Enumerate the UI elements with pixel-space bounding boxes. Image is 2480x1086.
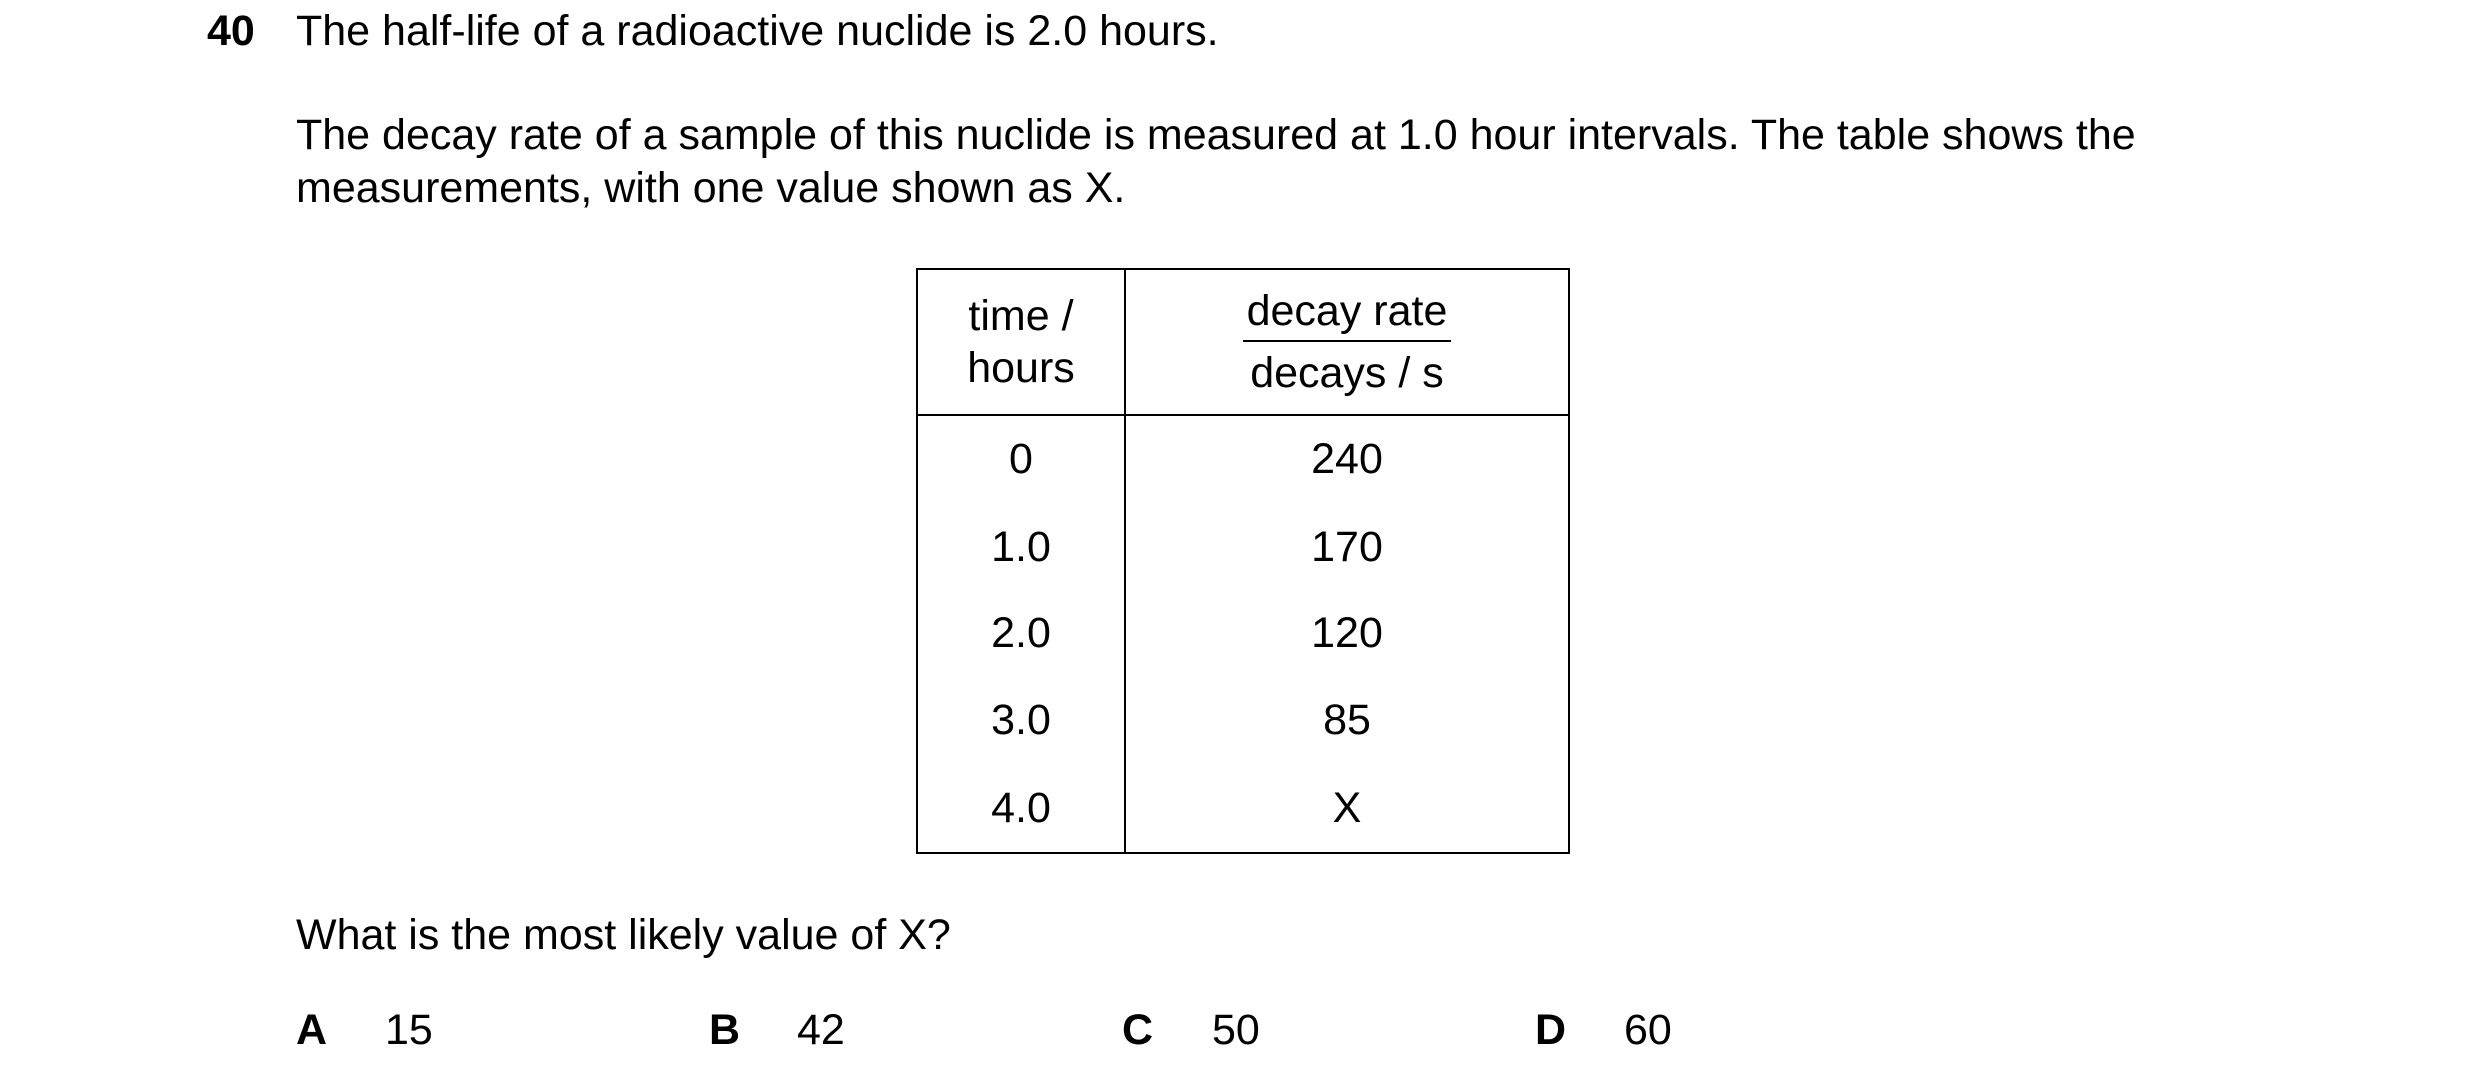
option-a-value: 15 [385, 1006, 433, 1054]
question-stem-line-3: measurements, with one value shown as X. [296, 164, 1126, 212]
decay-rate-column-header [1125, 269, 1569, 415]
time-cell: 2.0 [917, 591, 1125, 678]
table-row [917, 764, 1569, 853]
rate-cell: 240 [1125, 415, 1569, 504]
question-number: 40 [207, 7, 255, 55]
question-prompt: What is the most likely value of X? [296, 911, 951, 959]
decay-rate-numerator: decay rate [1243, 286, 1452, 342]
option-b-value: 42 [797, 1006, 845, 1054]
table-row [917, 591, 1569, 678]
time-cell: 3.0 [917, 677, 1125, 764]
rate-cell: 120 [1125, 591, 1569, 678]
table-header-row [917, 269, 1569, 415]
table-row [917, 415, 1569, 504]
time-cell: 1.0 [917, 504, 1125, 591]
time-cell: 4.0 [917, 764, 1125, 853]
option-d-letter: D [1535, 1006, 1567, 1054]
rate-cell: 170 [1125, 504, 1569, 591]
option-c-value: 50 [1212, 1006, 1260, 1054]
rate-cell: X [1125, 764, 1569, 853]
time-column-header [917, 269, 1125, 415]
question-stem-line-2: The decay rate of a sample of this nuclide is measured at 1.0 hour intervals. The table shows the [296, 111, 2136, 159]
rate-cell: 85 [1125, 677, 1569, 764]
option-c-letter: C [1122, 1006, 1154, 1054]
table-row [917, 504, 1569, 591]
option-b-letter: B [709, 1006, 741, 1054]
measurement-table [916, 268, 1570, 854]
option-d-value: 60 [1624, 1006, 1672, 1054]
table-row [917, 677, 1569, 764]
decay-rate-denominator: decays / s [1250, 349, 1444, 397]
question-stem-line-1: The half-life of a radioactive nuclide is 2.0 hours. [296, 7, 1219, 55]
time-header-label: time / [968, 292, 1074, 340]
option-a-letter: A [296, 1006, 328, 1054]
decay-rate-fraction [1243, 286, 1452, 398]
time-cell: 0 [917, 415, 1125, 504]
time-header-unit: hours [967, 344, 1075, 392]
